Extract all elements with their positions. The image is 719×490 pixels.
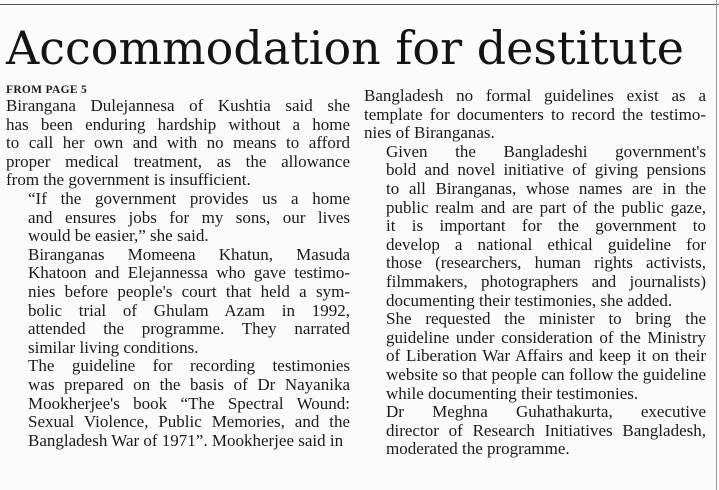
left-column: [6, 83, 350, 450]
left-column-body: [6, 97, 350, 450]
text-line: from the government is insufficient.: [6, 170, 251, 190]
text-line: public realm and are part of the public gaze,: [386, 197, 706, 217]
text-line: it is important for the government to: [386, 216, 706, 236]
text-line: Given the Bangladeshi government's: [386, 141, 706, 161]
paragraph: [364, 403, 706, 459]
text-line: nies before people's court that held a sym-: [28, 281, 350, 301]
text-line: to all Biranganas, whose names are in the: [386, 178, 706, 198]
text-line: Dr Meghna Guhathakurta, executive: [386, 402, 706, 422]
text-line: nies of Biranganas.: [364, 123, 495, 143]
text-line: has been enduring hardship without a home: [6, 114, 350, 134]
text-line: guideline under consideration of the Ministry: [386, 327, 706, 347]
text-line: Khatoon and Elejannessa who gave testimo-: [28, 263, 350, 283]
paragraph: [6, 97, 350, 190]
paragraph: [6, 357, 350, 450]
text-line: would be easier,” she said.: [28, 226, 209, 246]
right-column: [364, 87, 706, 459]
text-line: of Liberation War Affairs and keep it on their: [386, 346, 706, 366]
text-line: Bangladesh War of 1971”. Mookherjee said in: [28, 430, 344, 450]
paragraph: [6, 190, 350, 246]
text-line: filmmakers, photographers and journalists): [386, 271, 706, 291]
text-line: template for documenters to record the testimo-: [364, 104, 706, 124]
text-line: was prepared on the basis of Dr Nayanika: [28, 374, 350, 394]
text-line: bolic trial of Ghulam Azam in 1992,: [28, 300, 350, 320]
text-line: documenting their testimonies, she added.: [386, 290, 673, 310]
right-edge-rule: [716, 0, 717, 490]
paragraph: [364, 143, 706, 310]
kicker-from-page: FROM PAGE 5: [6, 84, 88, 96]
text-line: to call her own and with no means to afford: [6, 133, 350, 153]
text-line: Mookherjee's book “The Spectral Wound:: [28, 393, 350, 413]
top-rule: [0, 4, 719, 5]
paragraph: [364, 310, 706, 403]
text-line: while documenting their testimonies.: [386, 383, 639, 403]
right-column-body: [364, 87, 706, 459]
text-line: bold and novel initiative of giving pensions: [386, 160, 706, 180]
paragraph: [364, 87, 706, 143]
text-line: similar living conditions.: [28, 337, 199, 357]
text-line: Biranganas Momeena Khatun, Masuda: [28, 244, 350, 264]
text-line: attended the programme. They narrated: [28, 319, 350, 339]
text-line: those (researchers, human rights activists,: [386, 253, 706, 273]
text-line: develop a national ethical guideline for: [386, 234, 706, 254]
text-line: director of Research Initiatives Bangladesh,: [386, 420, 706, 440]
paragraph: [6, 246, 350, 358]
headline: Accommodation for destitute: [6, 21, 685, 75]
text-line: Birangana Dulejannesa of Kushtia said she: [6, 96, 350, 115]
text-line: Bangladesh no formal guidelines exist as a: [364, 86, 706, 105]
text-line: website so that people can follow the guideline: [386, 364, 706, 384]
text-line: proper medical treatment, as the allowance: [6, 151, 350, 171]
text-line: Sexual Violence, Public Memories, and the: [28, 412, 350, 432]
text-line: The guideline for recording testimonies: [28, 356, 350, 376]
text-line: She requested the minister to bring the: [386, 309, 706, 329]
text-line: and ensures jobs for my sons, our lives: [28, 207, 350, 227]
text-line: “If the government provides us a home: [28, 188, 350, 208]
text-line: moderated the programme.: [386, 439, 570, 459]
